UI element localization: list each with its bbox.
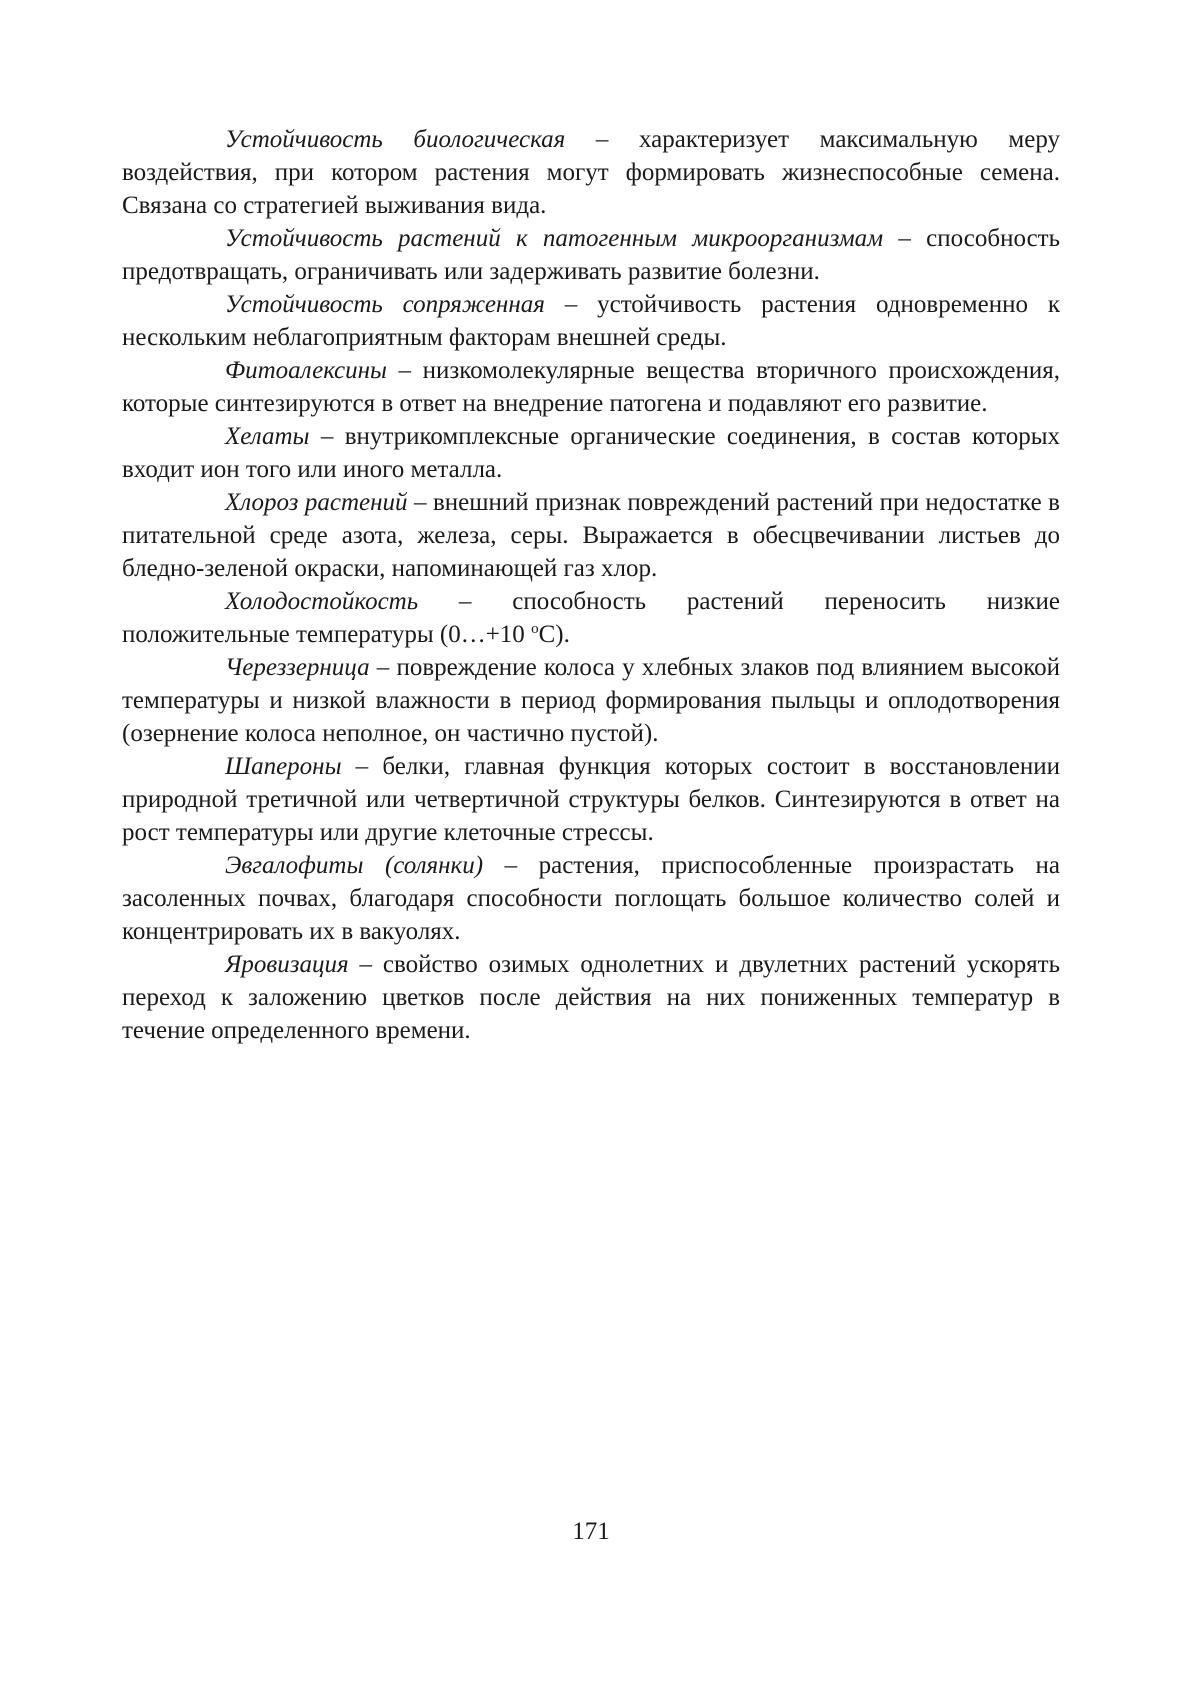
page-number: 171 [0,1515,1182,1548]
entry-term: Череззерница [225,654,370,681]
glossary-entry-khelaty [122,420,1060,486]
entry-definition: – свойство озимых однолетних и двулетних растений ускорять переход к заложению цветков после действия на них пониженных температур в течение определенного времени. [122,951,1060,1044]
entry-term: Устойчивость растений к патогенным микроорганизмам [225,225,883,252]
page-body [122,123,1060,1047]
glossary-entry-yarovizatsiya [122,948,1060,1047]
entry-term: Хлороз растений [225,489,408,516]
glossary-entry-evgalofity [122,849,1060,948]
glossary-entry-cherezzernitsa [122,651,1060,750]
entry-definition: – внешний признак повреждений растений при недостатке в питательной среде азота, железа, серы. Выражается в обесцвечивании листьев до бледно-зеленой окраски, напоминающей газ хлор. [122,489,1060,582]
entry-definition: – характеризует максимальную меру воздействия, при котором растения могут формировать жизнеспособные семена. Связана со стратегией выживания вида. [122,126,1060,219]
glossary-entry-fitoaleksiny [122,354,1060,420]
entry-definition: – устойчивость растения одновременно к нескольким неблагоприятным факторам внешней среды. [122,291,1060,351]
entry-definition: – способность предотвращать, ограничивать или задерживать развитие болезни. [122,225,1060,285]
glossary-entry-shaperony [122,750,1060,849]
degree-superscript: о [531,621,539,637]
entry-definition-end: С). [539,621,570,648]
entry-term: Холодостойкость [225,588,418,615]
entry-definition: – белки, главная функция которых состоит в восстановлении природной третичной или четвертичной структуры белков. Синтезируются в ответ на рост температуры или другие клеточные стрессы. [122,753,1060,846]
glossary-entry-ustoychivost-k-patogenam [122,222,1060,288]
entry-definition: – внутрикомплексные органические соединения, в состав которых входит ион того или иного металла. [122,423,1060,483]
entry-term: Шапероны [225,753,342,780]
glossary-entry-khloroz-rasteniy [122,486,1060,585]
entry-definition: – растения, приспособленные произрастать на засоленных почвах, благодаря способности поглощать большое количество солей и концентрировать их в вакуолях. [122,852,1060,945]
glossary-entry-ustoychivost-biologicheskaya [122,123,1060,222]
entry-term: Устойчивость биологическая [225,126,565,153]
glossary-entry-kholodostoykost [122,585,1060,651]
entry-term: Хелаты [225,423,309,450]
entry-definition: – низкомолекулярные вещества вторичного происхождения, которые синтезируются в ответ на внедрение патогена и подавляют его развитие. [122,357,1060,417]
entry-term: Яровизация [225,951,349,978]
entry-term: Фитоалексины [225,357,387,384]
entry-term: Устойчивость сопряженная [225,291,545,318]
entry-definition: – повреждение колоса у хлебных злаков под влиянием высокой температуры и низкой влажности в период формирования пыльцы и оплодотворения (озернение колоса неполное, он частично пустой). [122,654,1060,747]
glossary-entry-ustoychivost-sopryazhennaya [122,288,1060,354]
entry-term: Эвгалофиты (солянки) [225,852,483,879]
entry-definition: – способность растений переносить низкие положительные температуры (0…+10 [122,588,1060,648]
